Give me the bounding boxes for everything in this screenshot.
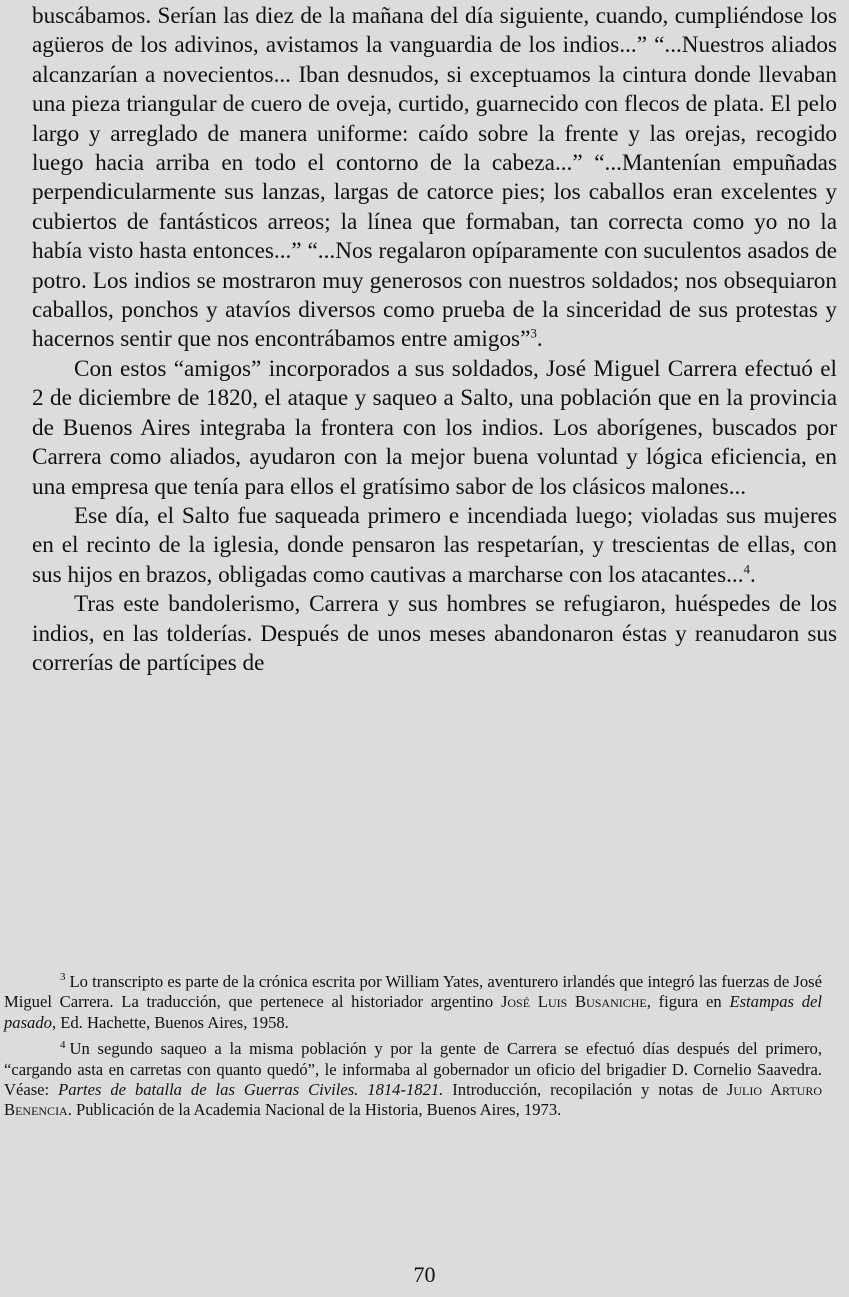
- footnote-3-number: 3: [60, 971, 66, 984]
- footnote-4-text-a: Un segundo saqueo a la misma población y por la gente de Carrera se efectuó días después del primero, “cargando asta en carretas con quanto quedó”, le informaba al gobernador un oficio del brigadier D. Cornelio Saavedra. Véase:: [4, 1039, 822, 1100]
- footnote-3-title: Estampas del pasado: [4, 992, 822, 1032]
- footnote-4-title: Partes de batalla de las Guerras Civiles. 1814-1821.: [58, 1080, 444, 1100]
- footnote-4-text-c: . Publicación de la Academia Nacional de la Historia, Buenos Aires, 1973.: [67, 1100, 562, 1120]
- paragraph-1: buscábamos. Serían las diez de la mañana del día siguiente, cuando, cumpliéndose los agüeros de los adivinos, avistamos la vanguardia de los indios...” “...Nuestros aliados alcanzarían a novecientos... Iban desnudos, si exceptuamos la cintura donde llevaban una pieza triangular de cuero de oveja, curtido, guarnecido con flecos de plata. El pelo largo y arreglado de manera uniforme: caído sobre la frente y las orejas, recogido luego hacia arriba en todo el contorno de la cabeza...” “...Mantenían empuñadas perpendicularmente sus lanzas, largas de catorce pies; los caballos eran excelentes y cubiertos de fantásticos arreos; la línea que formaban, tan correcta como yo no la había visto hasta entonces...” “...Nos regalaron opíparamente con suculentos asados de potro. Los indios se mostraron muy generosos con nuestros soldados; nos obsequiaron caballos, ponchos y atavíos diversos como prueba de la sinceridad de sus protestas y hacernos sentir que nos encontrábamos entre amigos”$^3$.: [32, 3, 837, 353]
- footnote-3-text-c: , Ed. Hachette, Buenos Aires, 1958.: [51, 1012, 289, 1032]
- paragraph-3: Ese día, el Salto fue saqueada primero e incendiada luego; violadas sus mujeres en el recinto de la iglesia, donde pensaron las respetarían, y trescientas de ellas, con sus hijos en brazos, obligadas como cautivas a marcharse con los atacantes...$^4$.: [32, 502, 837, 588]
- paragraph-3-text: Ese día, el Salto fue saqueada primero e incendiada luego; violadas sus mujeres en el recinto de la iglesia, donde pensaron las respetarían, y trescientas de ellas, con sus hijos en brazos, obligadas como cautivas a marcharse con los atacantes...: [32, 502, 837, 588]
- footnote-4-text-b: Introducción, recopilación y notas de: [443, 1080, 727, 1100]
- paragraph-4: Tras este bandolerismo, Carrera y sus hombres se refugiaron, huéspedes de los indios, en las tolderías. Después de unos meses abandonaron éstas y reanudaron sus correrías de partícipes de: [32, 591, 837, 676]
- footnote-3-text-a: Lo transcripto es parte de la crónica escrita por William Yates, aventurero irlandés que integró las fuerzas de José Miguel Carrera. La traducción, que pertenece al historiador argentino: [4, 972, 822, 1012]
- paragraph-1-text: buscábamos. Serían las diez de la mañana del día siguiente, cuando, cumpliéndose los agüeros de los adivinos, avistamos la vanguardia de los indios...” “...Nuestros aliados alcanzarían a novecientos... Iban desnudos, si exceptuamos la cintura donde llevaban una pieza triangular de cuero de oveja, curtido, guarnecido con flecos de plata. El pelo largo y arreglado de manera uniforme: caído sobre la frente y las orejas, recogido luego hacia arriba en todo el contorno de la cabeza...” “...Mantenían empuñadas perpendicularmente sus lanzas, largas de catorce pies; los caballos eran excelentes y cubiertos de fantásticos arreos; la línea que formaban, tan correcta como yo no la había visto hasta entonces...” “...Nos regalaron opíparamente con suculentos asados de potro. Los indios se mostraron muy generosos con nuestros soldados; nos obsequiaron caballos, ponchos y atavíos diversos como prueba de la sinceridad de sus protestas y hacernos sentir que nos encontrábamos entre amigos”: [32, 3, 837, 353]
- footnote-3-author: José Luis Busaniche: [500, 992, 647, 1012]
- footnote-4-number: 4: [60, 1038, 66, 1051]
- footnote-4-author: Julio Arturo Benencia: [4, 1080, 822, 1120]
- footnote-3: [4, 972, 822, 1033]
- footnote-3-text-b: , figura en: [646, 992, 730, 1012]
- body-text: [32, 2, 837, 678]
- footnote-4: [4, 1039, 822, 1121]
- page-number: 70: [413, 1262, 436, 1287]
- footnotes: [4, 972, 822, 1127]
- footnote-ref-4: 4: [743, 560, 750, 576]
- footnote-ref-3: 3: [530, 325, 537, 341]
- paragraph-2: Con estos “amigos” incorporados a sus soldados, José Miguel Carrera efectuó el 2 de diciembre de 1820, el ataque y saqueo a Salto, una población que en la provincia de Buenos Aires integraba la frontera con los indios. Los aborígenes, buscados por Carrera como aliados, ayudaron con la mejor buena voluntad y lógica eficiencia, en una empresa que tenía para ellos el gratísimo sabor de los clásicos malones...: [32, 355, 837, 500]
